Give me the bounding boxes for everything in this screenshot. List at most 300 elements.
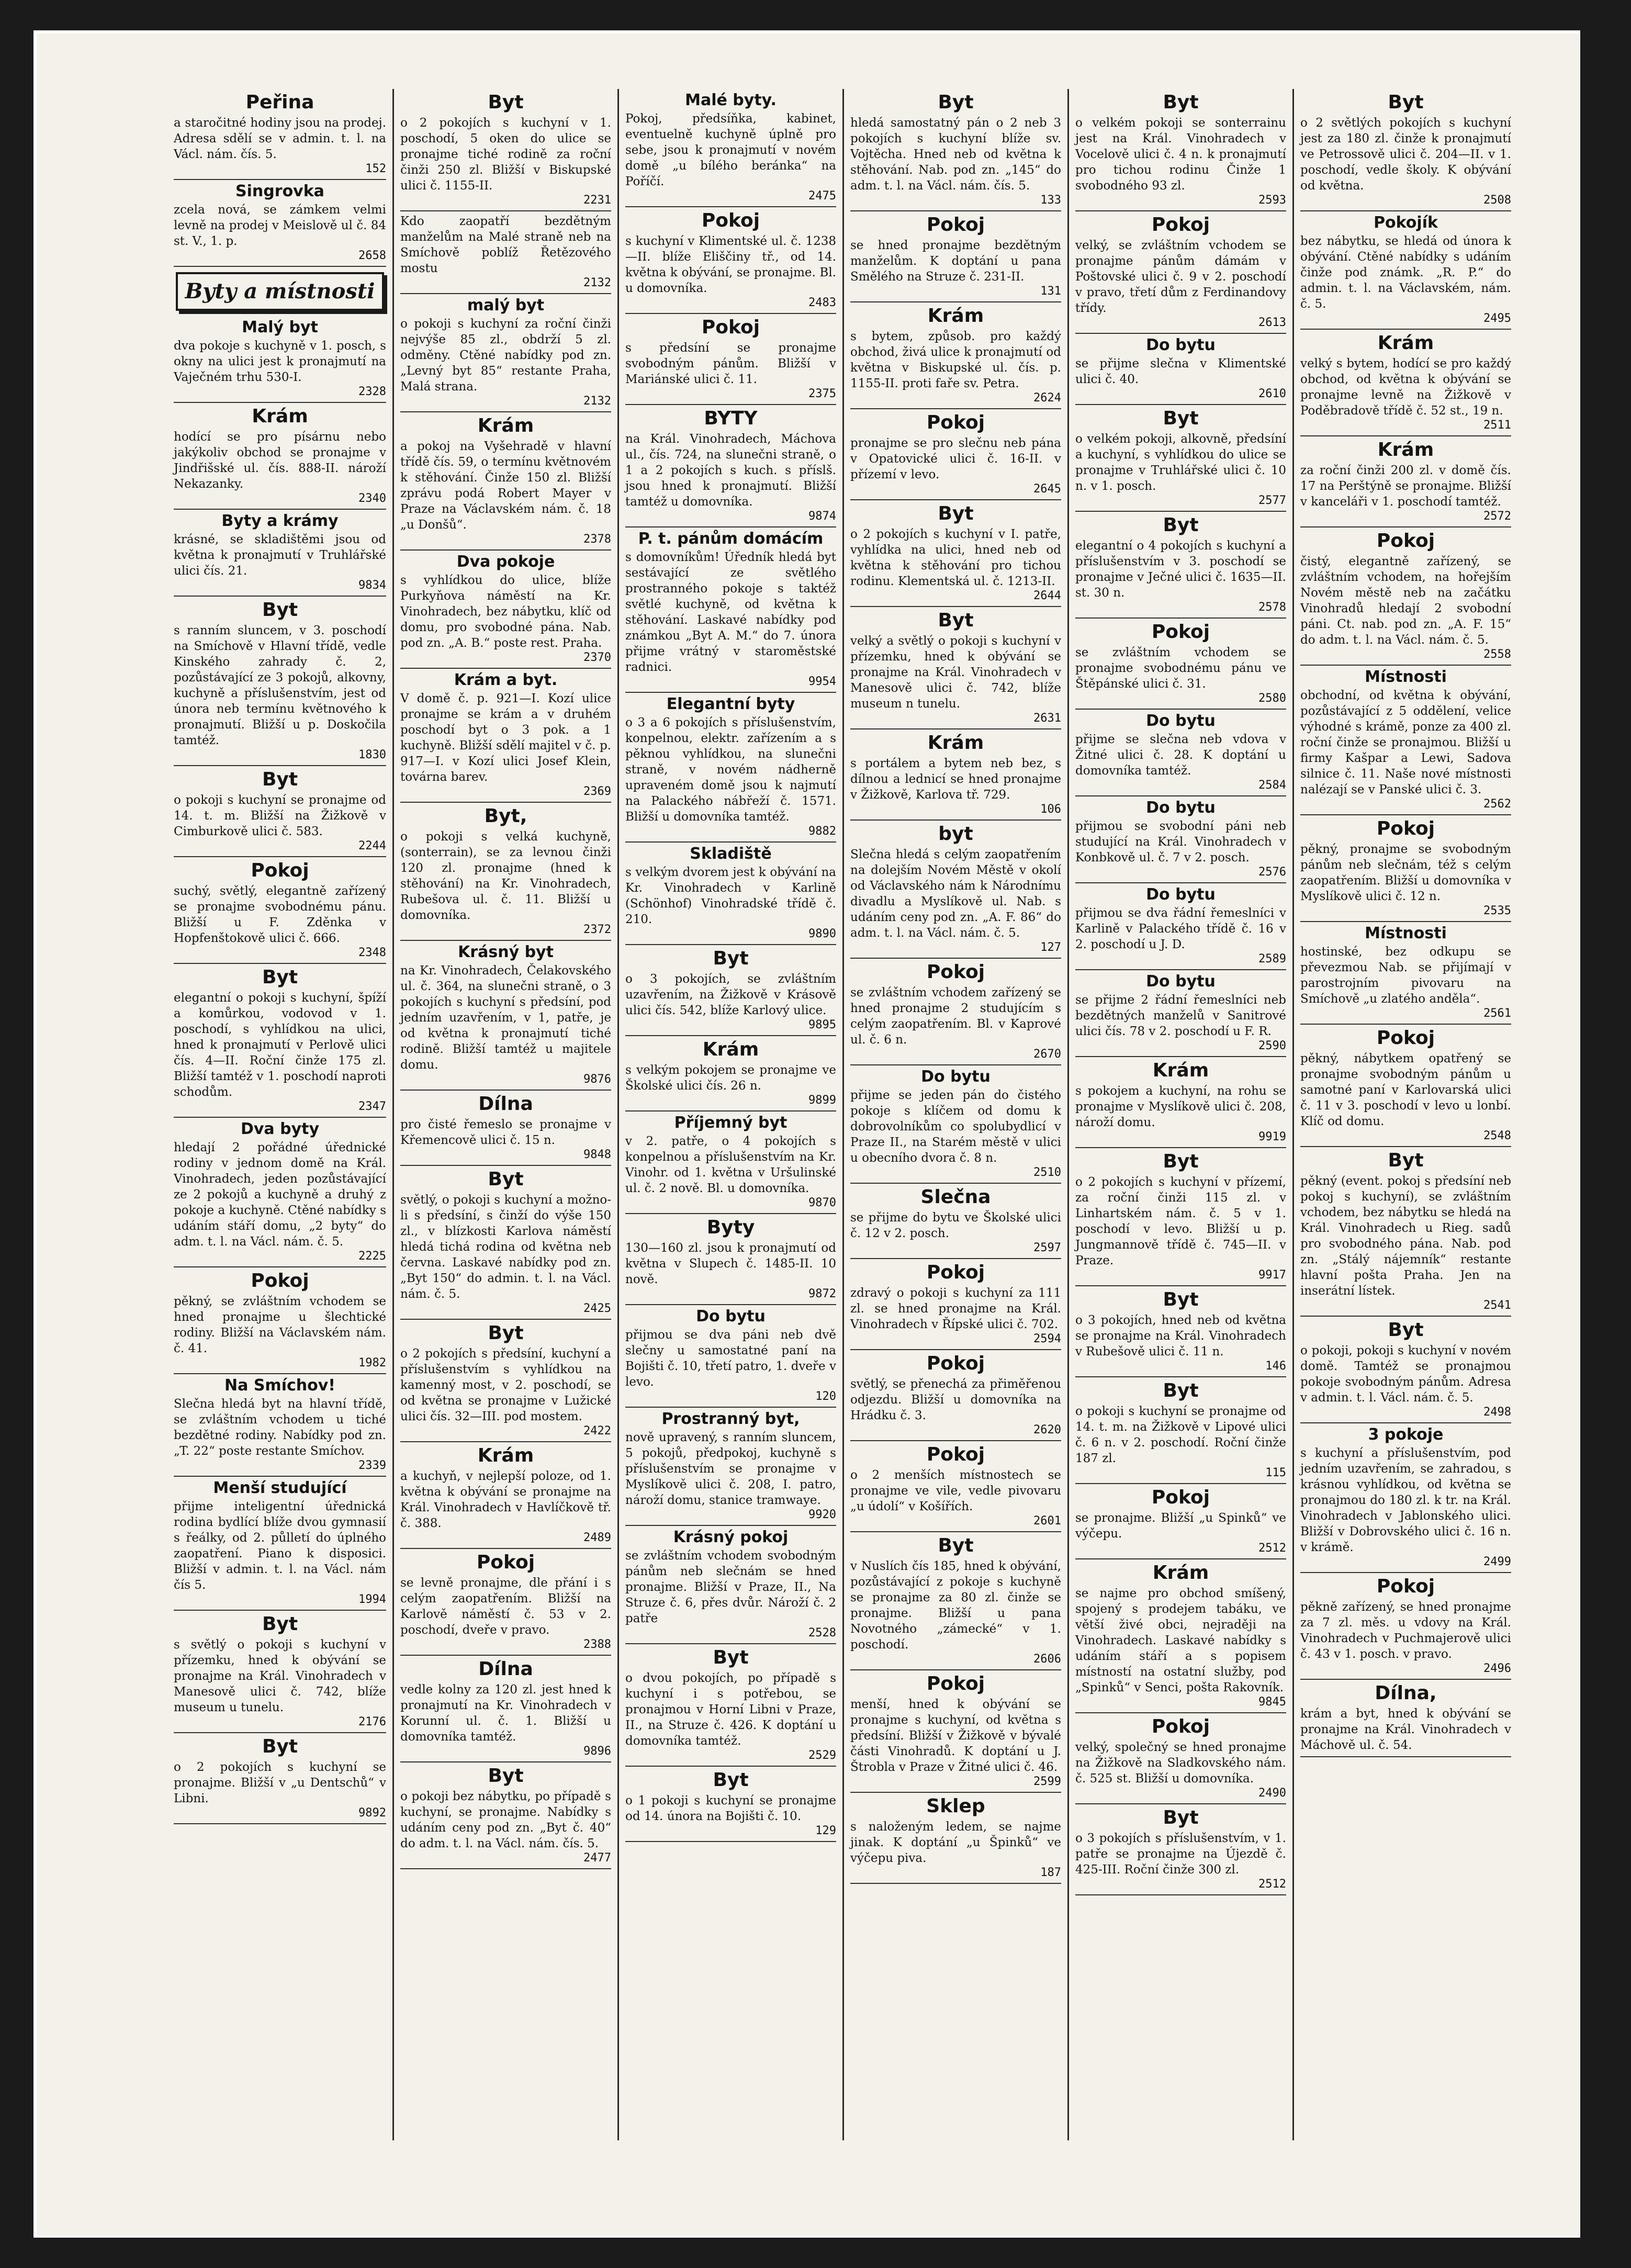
classified-ad	[1300, 211, 1511, 330]
ad-text: s kuchyní a příslušenstvím, pod jedním uzavřením, se zahradou, s krásnou vyhlídkou, od května se pronajmou do 180 zl. k tr. na Král. Vinohradech v Jablonského ulici. Bližší v Dobrovského ulici č. 16 n. v krámě.	[1300, 1446, 1511, 1554]
classified-ad	[625, 1214, 836, 1305]
ad-number: 2594	[1033, 1332, 1061, 1345]
ad-text: o 2 pokojích s kuchyní se pronajme. Bližší v „u Dentschů“ v Libni.	[174, 1760, 386, 1805]
ad-text: Slečna hledá byt na hlavní třídě, se zvláštním vchodem u tiché bezdětné rodiny. Nabídky pod zn. „T. 22“ poste restante Smíchov.	[174, 1397, 386, 1458]
ad-text: na Král. Vinohradech, Máchova ul., čís. 724, na slunečni straně, o 1 a 2 pokojích s kuch. s příslš. jsou hned k pronajmutí. Bližší tamtéž u domovníka.	[625, 432, 836, 509]
ad-title: Byt	[488, 1322, 524, 1344]
ad-title: Místnosti	[1365, 668, 1447, 686]
ad-number: 2328	[358, 385, 386, 398]
ad-number: 2601	[1033, 1514, 1061, 1528]
ad-text: čistý, elegantně zařízený, se zvláštním vchodem, na hořejším Novém městě neb na začátku Vinohradů hledají 2 svobodní páni. Ct. nab. pod zn. „A. F. 15“ do adm. t. l. na Václ. nám. č. 5.	[1300, 555, 1511, 647]
ad-text: suchý, světlý, elegantně zařízený se pronajme svobodnému pánu. Bližší u F. Zděnka v Hopfenštokově ulici č. 666.	[174, 884, 386, 945]
ad-title: Elegantní byty	[666, 695, 795, 713]
ad-number: 127	[1040, 941, 1061, 954]
classified-ad	[850, 1065, 1061, 1184]
ad-title: Pokoj	[926, 412, 985, 433]
ad-title: Byt	[262, 1736, 298, 1757]
ad-title: Krám	[1152, 1562, 1209, 1584]
ad-text: se přijme 2 řádní řemeslníci neb bezdětných manželů v Sanitrové ulici čís. 78 v 2. poschodí u F. R.	[1075, 993, 1286, 1038]
ad-title: Byt	[262, 769, 298, 790]
ad-text: o 2 světlých pokojích s kuchyní jest za 180 zl. činže k pronajmutí ve Petrossově ulici č. 204—II. v 1. poschodí, vedle školy. K obývání od května.	[1300, 116, 1511, 193]
ad-number: 2512	[1258, 1542, 1286, 1555]
ad-number: 9848	[583, 1148, 611, 1161]
ad-title: Pokoj	[1151, 1716, 1210, 1737]
classified-ad	[400, 1762, 611, 1869]
ad-title: Krám	[1377, 332, 1434, 354]
classified-ad	[850, 959, 1061, 1065]
ad-number: 120	[815, 1390, 836, 1403]
classified-ad	[1075, 89, 1286, 211]
ad-number: 9872	[808, 1287, 836, 1300]
classified-ad	[1300, 815, 1511, 922]
ad-number: 2231	[583, 194, 611, 207]
ad-text: o 3 pokojích, se zvláštním uzavřením, na Žižkově v Krásově ulici čís. 542, blíže Karlový ulice.	[625, 972, 836, 1017]
ad-text: se zvláštním vchodem svobodným pánům neb slečnám se hned pronajme. Bližší v Praze, II., Na Struze č. 6, přes dvůr. Nároží č. 2 patře	[625, 1549, 836, 1625]
ad-number: 2388	[583, 1638, 611, 1651]
ad-title: Krám	[702, 1039, 759, 1060]
classified-ad	[174, 510, 386, 597]
classified-ad	[1075, 211, 1286, 334]
ad-text: přijmou se dva řádní řemeslníci v Karlině v Palackého třídě č. 16 v 2. poschodí u J. D.	[1075, 906, 1286, 951]
ad-text: o pokoji s kuchyní se pronajme od 14. t. m. Bližší na Žižkově v Cimburkově ulici č. 583.	[174, 793, 386, 838]
ad-number: 2613	[1258, 316, 1286, 329]
classified-ad	[174, 964, 386, 1118]
ad-title: Byt,	[484, 805, 527, 827]
classified-ad	[1075, 1804, 1286, 1895]
ad-title: byt	[938, 823, 973, 845]
ad-title: Byt	[1163, 1151, 1199, 1172]
classified-ad	[850, 211, 1061, 302]
classified-ad	[850, 1350, 1061, 1441]
ad-text: s pokojem a kuchyní, na rohu se pronajme v Myslíkově ulici č. 208, nároží domu.	[1075, 1084, 1286, 1129]
classified-ad	[625, 1305, 836, 1408]
ad-text: se najme pro obchod smíšený, spojený s prodejem tabáku, ve větší živé obci, nejraději na Vinohradech. Laskavé nabídky s udáním stáří a s popisem místností na ostatní služby, pod „Spinků“ v Senci, pošta Rakovník.	[1075, 1587, 1286, 1694]
classified-ad	[400, 551, 611, 669]
ad-title: Byt	[1163, 408, 1199, 429]
classified-ad	[1300, 922, 1511, 1025]
ad-title: Byt	[1163, 92, 1199, 113]
ad-number: 2645	[1033, 482, 1061, 496]
ad-number: 9896	[583, 1745, 611, 1758]
ad-number: 2624	[1033, 391, 1061, 405]
classified-ad	[850, 1670, 1061, 1793]
ad-number: 2548	[1483, 1129, 1511, 1142]
ad-number: 2578	[1258, 601, 1286, 614]
ad-title: Byt	[713, 948, 749, 969]
ad-number: 2498	[1483, 1406, 1511, 1419]
ad-title: Krám	[1377, 439, 1434, 461]
ad-number: 2348	[358, 946, 386, 959]
ad-text: elegantní o pokoji s kuchyní, špíží a komůrkou, vodovod v 1. poschodí, s vyhlídkou na ulici, hned k pronajmutí v Perlově ulici čís. 4—II. Roční činže 175 zl. Bližší tamtéž v 1. poschodí naproti schodům.	[174, 991, 386, 1099]
ad-text: krám a byt, hned k obývání se pronajme na Král. Vinohradech v Máchově ul. č. 54.	[1300, 1707, 1511, 1752]
classified-ad	[1075, 710, 1286, 796]
ad-title: Do bytu	[696, 1307, 766, 1326]
ad-title: Pokoj	[926, 214, 985, 235]
ad-text: za roční činži 200 zl. v domě čís. 17 na Perštýně se pronajme. Bližší v kanceláři v 1. poschodí tamtéž.	[1300, 464, 1511, 509]
ad-text: na Kr. Vinohradech, Čelakovského ul. č. 364, na slunečni straně, o 3 pokojích s kuchyní s předsíní, pod jedním uzavřením, v 1, patře, je od května k pronajmutí tiché rodině. Bližší tamtéž u majitele domu.	[400, 964, 611, 1072]
ad-text: se přijme slečna v Klimentské ulici č. 40.	[1075, 357, 1286, 386]
ad-title: Pokoj	[1151, 621, 1210, 643]
ad-text: přijme inteligentní úřednická rodina bydlící blíže dvou gymnasií s řeálky, od 2. půlletí do úplného zaopatření. Piano k disposici. Bližší v admin. t. l. na Václ. nám čís 5.	[174, 1500, 386, 1592]
classified-ad	[1075, 1286, 1286, 1377]
ad-title: Slečna	[920, 1186, 991, 1208]
ad-number: 2483	[808, 296, 836, 309]
ad-text: s portálem a bytem neb bez, s dílnou a lednicí se hned pronajme v Žižkově, Karlova tř. 729.	[850, 757, 1061, 802]
ad-title: Pokoj	[251, 1270, 309, 1292]
ad-number: 2610	[1258, 387, 1286, 400]
classified-ad	[625, 1644, 836, 1767]
ad-text: pěkný, pronajme se svobodným pánům neb slečnám, též s celým zaopatřením. Bližší u domovníka v Myslíkově ulici č. 12 n.	[1300, 843, 1511, 903]
ad-title: Prostranný byt,	[661, 1410, 800, 1428]
ad-number: 133	[1040, 194, 1061, 207]
ad-title: Byt	[938, 92, 974, 113]
classified-ad	[1075, 1057, 1286, 1148]
ad-text: zdravý o pokoji s kuchyní za 111 zl. se hned pronajme na Král. Vinohradech v Řípské ulici č. 702.	[850, 1286, 1061, 1331]
classified-ad	[1300, 1025, 1511, 1147]
ad-title: Dva byty	[240, 1120, 320, 1138]
ad-number: 2511	[1483, 419, 1511, 432]
ad-number: 2572	[1483, 510, 1511, 523]
classified-ad	[174, 403, 386, 510]
ad-number: 2378	[583, 533, 611, 546]
ad-title: Byt	[1163, 1807, 1199, 1828]
ad-number: 2512	[1258, 1878, 1286, 1891]
ad-number: 2529	[808, 1749, 836, 1762]
ad-title: Byty a krámy	[221, 512, 339, 530]
ad-text: a staročitné hodiny jsou na prodej. Adresa sdělí se v admin. t. l. na Václ. nám. čís. 5.	[174, 116, 386, 161]
ad-title: Pokoj	[1376, 530, 1435, 552]
ad-text: pro čisté řemeslo se pronajme v Křemencově ulici č. 15 n.	[400, 1118, 611, 1147]
ad-number: 9876	[583, 1073, 611, 1086]
scan-border-bottom	[0, 2238, 1631, 2268]
classified-ad	[1300, 1423, 1511, 1573]
classified-ad	[400, 89, 611, 211]
ad-text: pronajme se pro slečnu neb pána v Opatovické ulici č. 16-II. v přízemí v levo.	[850, 436, 1061, 481]
classified-ad	[400, 669, 611, 803]
classified-ad	[1075, 1559, 1286, 1713]
classified-ad	[400, 1320, 611, 1442]
ad-text: velký, se zvláštním vchodem se pronajme pánům dámám v Poštovské ulici č. 9 v 2. poschodí v pravo, třetí dům z Ferdinandovy třídy.	[1075, 239, 1286, 315]
ad-title: Na Smíchov!	[224, 1376, 335, 1395]
ad-title: Příjemný byt	[674, 1114, 788, 1132]
classified-ad	[174, 1118, 386, 1267]
classified-ad	[850, 409, 1061, 500]
ad-title: Krám	[252, 406, 308, 427]
ad-text: pěkně zařízený, se hned pronajme za 7 zl. měs. u vdovy na Král. Vinohradech v Puchmajerově ulici č. 43 v 1. posch. v pravo.	[1300, 1600, 1511, 1661]
classified-ad	[1075, 512, 1286, 619]
ad-number: 9917	[1258, 1268, 1286, 1282]
ad-title: Pokoj	[251, 860, 309, 881]
ad-number: 2475	[808, 189, 836, 203]
ad-text: dva pokoje s kuchyně v 1. posch, s okny na ulici jest k pronajmutí na Vaječném trhu 530-I.	[174, 339, 386, 384]
classified-ad	[625, 693, 836, 843]
ad-text: o 2 pokojích s předsíní, kuchyní a příslušenstvím s vyhlídkou na kamenný most, v 2. poschodí, se od května se pronajme v Lužické ulici čís. 32—III. pod mostem.	[400, 1347, 611, 1423]
ad-text: s ranním sluncem, v 3. poschodí na Smíchově v Hlavní třídě, vedle Kinského zahrady č. 2, pozůstávající ze 3 pokojů, alkovny, kuchyně a příslušenstvím, jest od února neb termínu květnového k pronajmutí. Bližší u p. Doskočila tamtéž.	[174, 624, 386, 747]
ad-number: 1994	[358, 1593, 386, 1606]
ad-title: Byt	[1163, 1380, 1199, 1401]
ad-number: 2584	[1258, 779, 1286, 792]
ad-text: velký, společný se hned pronajme na Žižkově na Sladkovského nám. č. 525 st. Bližší u domovníka.	[1075, 1741, 1286, 1786]
ad-title: Pokoj	[1376, 1576, 1435, 1597]
ad-title: Byt	[488, 1169, 524, 1190]
ad-number: 2606	[1033, 1653, 1061, 1666]
ad-number: 2508	[1483, 194, 1511, 207]
classified-ad	[400, 1442, 611, 1549]
ad-number: 2489	[583, 1531, 611, 1544]
ad-title: Byt	[262, 599, 298, 621]
ad-text: s světlý o pokoji s kuchyní v přízemku, hned k obývání se pronajme na Král. Vinohradech v Manesově ulici č. 742, blíže museum u tunelu.	[174, 1638, 386, 1714]
ad-text: 130—160 zl. jsou k pronajmutí od května v Slupech č. 1485-II. 10 nově.	[625, 1241, 836, 1286]
ad-number: 2597	[1033, 1241, 1061, 1254]
ad-number: 2490	[1258, 1787, 1286, 1800]
ad-title: Krásný byt	[458, 943, 554, 961]
ad-text: s vyhlídkou do ulice, blíže Purkyňova náměstí na Kr. Vinohradech, bez nábytku, klíč od domu, pro svobodné pána. Nab. pod zn. „A. B.“ poste rest. Praha.	[400, 574, 611, 650]
ad-number: 2347	[358, 1100, 386, 1113]
classified-ad	[400, 1166, 611, 1320]
ad-text: hledají 2 pořádné úřednické rodiny v jednom domě na Král. Vinohradech, jeden pozůstávající ze 2 pokojů a kuchyně a druhý z pokoje a kuchyně. Ctěné nabídky s udáním stáří domu, „2 byty“ do adm. t. l. na Václ. nám. č. 5.	[174, 1141, 386, 1249]
classified-ad	[174, 766, 386, 857]
ad-text: elegantní o 4 pokojích s kuchyní a příslušenstvím v 3. poschodí se pronajme v Ječné ulici č. 1635—II. st. 30 n.	[1075, 539, 1286, 600]
ad-title: Krám a byt.	[454, 671, 558, 689]
ad-text: zcela nová, se zámkem velmi levně na prodej v Meislově ul č. 84 st. V., 1. p.	[174, 203, 386, 248]
classified-ad	[174, 1477, 386, 1611]
classified-ad	[850, 607, 1061, 729]
ad-title: Pokoj	[1151, 214, 1210, 235]
classified-ad	[1075, 970, 1286, 1057]
classified-ad	[625, 1111, 836, 1214]
ad-text: hostinské, bez odkupu se převezmou Nab. se přijímají v parostrojním pivovaru na Smíchově „u zlatého anděla“.	[1300, 945, 1511, 1006]
ad-title: Krám	[477, 1445, 534, 1466]
ad-title: Peřina	[245, 92, 314, 113]
ad-number: 9870	[808, 1196, 836, 1209]
ad-number: 2590	[1258, 1039, 1286, 1052]
ad-number: 106	[1040, 803, 1061, 816]
classified-ad	[1300, 89, 1511, 211]
classified-ad	[850, 729, 1061, 821]
ad-column-1	[167, 89, 392, 2140]
ad-number: 2528	[808, 1626, 836, 1640]
ad-number: 9919	[1258, 1130, 1286, 1143]
ad-number: 2589	[1258, 952, 1286, 965]
ad-number: 152	[365, 162, 386, 175]
classified-ad	[174, 857, 386, 964]
ad-number: 2631	[1033, 712, 1061, 725]
classified-ad	[400, 294, 611, 412]
ad-text: krásné, se skladištěmi jsou od května k pronajmutí v Truhlářské ulici čís. 21.	[174, 533, 386, 578]
ad-text: přijme se slečna neb vdova v Žitné ulici č. 28. K doptání u domovníka tamtéž.	[1075, 733, 1286, 778]
ad-text: V domě č. p. 921—I. Kozí ulice pronajme se krám a v druhém poschodí byt o 3 pok. a 1 kuchyně. Bližší sdělí majitel v č. p. 917—I. v Kozí ulici Josef Klein, továrna barev.	[400, 692, 611, 784]
ad-text: s bytem, způsob. pro každý obchod, živá ulice k pronajmutí od května v Biskupské ul. čís. p. 1155-II. proti faře sv. Petra.	[850, 330, 1061, 390]
classified-ad	[1300, 1680, 1511, 1757]
classified-ad	[850, 89, 1061, 211]
ad-number: 9899	[808, 1094, 836, 1107]
ad-text: se přijme do bytu ve Školské ulici č. 12 v 2. posch.	[850, 1211, 1061, 1240]
classified-ad	[850, 1184, 1061, 1259]
classified-ad	[400, 211, 611, 294]
ad-text: s velkým dvorem jest k obývání na Kr. Vinohradech v Karlině (Schönhof) Vinohradské třídě č. 210.	[625, 866, 836, 926]
ad-title: Krám	[1152, 1060, 1209, 1081]
ad-title: Místnosti	[1365, 924, 1447, 942]
classified-ad	[1075, 334, 1286, 405]
ad-title: Krám	[927, 305, 984, 327]
ad-number: 2340	[358, 492, 386, 505]
ad-number: 2496	[1483, 1662, 1511, 1675]
ad-title: Do bytu	[1146, 336, 1216, 354]
ad-number: 9845	[1258, 1696, 1286, 1709]
ad-number: 2620	[1033, 1423, 1061, 1436]
ad-title: Byt	[938, 503, 974, 524]
classified-ad	[1075, 619, 1286, 710]
ad-title: Pokoj	[701, 210, 760, 231]
classified-ad	[174, 1267, 386, 1374]
ad-title: Pokojík	[1374, 214, 1438, 232]
ad-number: 9890	[808, 927, 836, 940]
classified-ad	[1075, 1148, 1286, 1286]
ad-number: 2658	[358, 249, 386, 262]
classified-ad	[1075, 796, 1286, 883]
ad-title: Pokoj	[476, 1552, 535, 1573]
classified-ad	[174, 1374, 386, 1477]
ad-title: Byt	[488, 92, 524, 113]
classified-ad	[400, 1091, 611, 1166]
classified-ad	[1075, 1484, 1286, 1559]
classified-ad	[400, 803, 611, 941]
classified-ad	[625, 527, 836, 693]
classified-ad	[850, 1793, 1061, 1884]
ad-title: Pokoj	[926, 1262, 985, 1283]
classified-ad	[174, 1611, 386, 1733]
ad-text: o pokoji, pokoji s kuchyní v novém domě. Tamtéž se pronajmou pokoje svobodným pánům. Adresa v admin. t. l. Václ. nám. č. 5.	[1300, 1344, 1511, 1405]
classified-ad	[625, 1526, 836, 1644]
scan-border-top	[0, 0, 1631, 30]
ad-column-3	[617, 89, 842, 2140]
ad-text: s velkým pokojem se pronajme ve Školské ulici čís. 26 n.	[625, 1063, 836, 1093]
ad-text: přijmou se dva páni neb dvě slečny u samostatné paní na Bojišti č. 10, třetí patro, 1. dveře v levo.	[625, 1328, 836, 1389]
ad-title: Do bytu	[1146, 799, 1216, 817]
ad-title: Byt	[1388, 92, 1424, 113]
ad-number: 131	[1040, 285, 1061, 298]
ad-number: 1982	[358, 1356, 386, 1369]
ad-number: 187	[1040, 1866, 1061, 1879]
ad-column-2	[392, 89, 617, 2140]
ad-title: Malý byt	[242, 318, 318, 336]
ad-text: o 2 menších místnostech se pronajme ve vile, vedle pivovaru „u údolí“ v Košířích.	[850, 1468, 1061, 1513]
ad-text: bez nábytku, se hledá od února k obývání. Ctěné nabídky s udáním činže pod známk. „R. P.“ do admin. t. l. na Václavském, nám. č. 5.	[1300, 234, 1511, 311]
ad-text: o pokoji s kuchyní se pronajme od 14. t. m. na Žižkově v Lipové ulici č. 6 n. v 2. poschodí. Roční činže 187 zl.	[1075, 1405, 1286, 1465]
classified-ad	[850, 1532, 1061, 1670]
ad-number: 2561	[1483, 1007, 1511, 1020]
ad-number: 2422	[583, 1424, 611, 1438]
ad-text: přijmou se svobodní páni neb studující na Král. Vinohradech v Konbkově ul. č. 7 v 2. posch.	[1075, 819, 1286, 864]
ad-title: Do bytu	[1146, 712, 1216, 730]
ad-number: 9895	[808, 1018, 836, 1031]
ad-text: hodící se pro písárnu nebo jakýkoliv obchod se pronajme v Jindřišské ul. čís. 888-II. nároží Nekazanky.	[174, 430, 386, 491]
classified-ad	[1075, 405, 1286, 512]
ad-number: 2225	[358, 1250, 386, 1263]
classified-ad	[174, 597, 386, 766]
ad-title: Do bytu	[1146, 885, 1216, 904]
ad-text: se levně pronajme, dle přání i s celým zaopatřením. Bližší na Karlově náměstí č. 53 v 2. poschodí, dveře v pravo.	[400, 1576, 611, 1637]
ad-number: 2477	[583, 1851, 611, 1865]
ad-title: 3 pokoje	[1368, 1425, 1444, 1444]
ad-number: 2576	[1258, 866, 1286, 879]
ad-number: 2372	[583, 923, 611, 936]
ad-title: Malé byty.	[685, 91, 777, 109]
classified-ad	[850, 500, 1061, 607]
ad-text: o pokoji s kuchyní za roční činži nejvýše 85 zl., obdrží 5 zl. odměny. Ctěné nabídky pod zn. „Levný byt 85“ restante Praha, Malá strana.	[400, 317, 611, 394]
classified-ad	[625, 207, 836, 314]
ad-text: a kuchyň, v nejlepší poloze, od 1. května k obývání se pronajme na Král. Vinohradech v Havlíčkově tř. č. 388.	[400, 1469, 611, 1530]
ad-text: o velkém pokoji se sonterrainu jest na Král. Vinohradech v Vocelově ulici č. 4 n. k pronajmutí pro tichou rodinu Činže 1 svobodného 93 zl.	[1075, 116, 1286, 193]
classified-ad	[1075, 883, 1286, 970]
classified-ad	[400, 412, 611, 551]
classified-ad	[1300, 1317, 1511, 1423]
ad-title: Pokoj	[1376, 1027, 1435, 1049]
ad-number: 2510	[1033, 1166, 1061, 1179]
classified-ad	[174, 1733, 386, 1824]
classified-ads-page	[167, 89, 1517, 2140]
classified-ad	[1075, 1713, 1286, 1804]
ad-number: 2132	[583, 395, 611, 408]
classified-ad	[850, 302, 1061, 409]
ad-title: Dílna	[478, 1093, 533, 1115]
ad-number: 2244	[358, 839, 386, 852]
section-heading: Byty a místnosti	[176, 272, 384, 311]
ad-number: 2375	[808, 387, 836, 400]
ad-text: a pokoj na Vyšehradě v hlavní třídě čís. 59, o termínu květnovém k stěhování. Činže 150 zl. Bližší zprávu podá Robert Mayer v Praze na Václavském nám. č. 18 „u Donšů“.	[400, 440, 611, 532]
classified-ad	[625, 1036, 836, 1111]
ad-text: o 2 pokojích s kuchyní v I. patře, vyhlídka na ulici, hned neb od května k stěhování pro tichou rodinu. Klementská ul. č. 1213-II.	[850, 527, 1061, 588]
ad-title: Byt	[1163, 1289, 1199, 1310]
ad-number: 2425	[583, 1302, 611, 1315]
ad-title: Byt	[262, 967, 298, 988]
ad-text: o 1 pokoji s kuchyní se pronajme od 14. února na Bojišti č. 10.	[625, 1794, 836, 1823]
ad-text: o 2 pokojích s kuchyní v přízemí, za roční činži 115 zl. v Linhartském nám. č. 5 v 1. poschodí v levo. Bližší u p. Jungmannově třídě č. 745—II. v Praze.	[1075, 1175, 1286, 1267]
ad-number: 129	[815, 1824, 836, 1837]
ad-title: Pokoj	[1151, 1487, 1210, 1508]
classified-ad	[1300, 436, 1511, 527]
classified-ad	[174, 89, 386, 180]
ad-title: Pokoj	[701, 317, 760, 338]
ad-title: Singrovka	[235, 182, 324, 200]
ad-text: pěkný, se zvláštním vchodem se hned pronajme u šlechtické rodiny. Bližší na Václavském nám. č. 41.	[174, 1295, 386, 1355]
ad-title: Do bytu	[921, 1068, 991, 1086]
ad-text: se pronajme. Bližší „u Spinků“ ve výčepu.	[1075, 1511, 1286, 1541]
ad-number: 2370	[583, 651, 611, 664]
ad-number: 2670	[1033, 1048, 1061, 1061]
ad-title: Byt	[713, 1769, 749, 1791]
ad-column-6	[1292, 89, 1517, 2140]
ad-title: Byt	[1388, 1150, 1424, 1171]
classified-ad	[1300, 1147, 1511, 1317]
classified-ad	[625, 945, 836, 1036]
ad-text: světlý, se přenechá za přiměřenou odjezdu. Bližší u domovníka na Hrádku č. 3.	[850, 1377, 1061, 1422]
ad-title: Dílna,	[1375, 1682, 1437, 1704]
ad-number: 2562	[1483, 798, 1511, 811]
ad-number: 2535	[1483, 904, 1511, 917]
ad-text: pěkný (event. pokoj s předsíní neb pokoj s kuchyní), se zvláštním vchodem, bez nábytku se hledá na Král. Vinohradech u Rieg. sadů pro svobodného pána. Nab. pod zn. „Stálý nájemník“ restante hlavní pošta Praha. Jen na inserátní lístek.	[1300, 1174, 1511, 1298]
ad-text: hledá samostatný pán o 2 neb 3 pokojích s kuchyní blíže sv. Vojtěcha. Hned neb od května k stěhování. Nab. pod zn. „145“ do adm. t. l. na Václ. nám. čís. 5.	[850, 116, 1061, 193]
ad-number: 2339	[358, 1459, 386, 1472]
ad-number: 2132	[583, 276, 611, 289]
classified-ad	[625, 1767, 836, 1842]
classified-ad	[850, 821, 1061, 959]
ad-text: přijme se jeden pán do čistého pokoje s klíčem od domu k dobrovolníkům co spolubydlicí v Praze II., na Starém městě v ulici u obecního dvora č. 8 n.	[850, 1088, 1061, 1165]
ad-title: Krásný pokoj	[673, 1528, 789, 1546]
ad-number: 9882	[808, 825, 836, 838]
classified-ad	[1300, 666, 1511, 815]
ad-text: s předsíní se pronajme svobodným pánům. Bližší v Mariánské ulici č. 11.	[625, 341, 836, 386]
